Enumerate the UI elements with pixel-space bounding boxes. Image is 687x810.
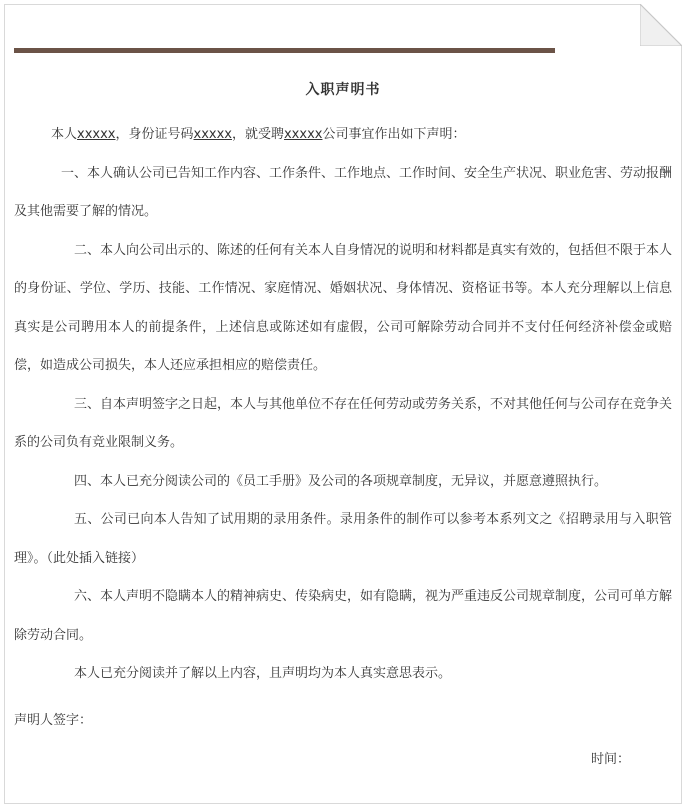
intro-text-1: ，身份证号码: [115, 127, 194, 142]
clause-4: 四、本人已充分阅读公司的《员工手册》及公司的各项规章制度，无异议，并愿意遵照执行。: [74, 473, 608, 489]
id-number-blank: xxxxx: [193, 127, 232, 142]
intro-prefix: 本人: [51, 127, 78, 142]
closing-statement: 本人已充分阅读并了解以上内容，且声明均为本人真实意思表示。: [74, 666, 452, 681]
date-label: 时间：: [591, 752, 631, 767]
document-body: [14, 116, 672, 694]
signature-label: 声明人签字：: [14, 713, 93, 728]
header-accent-bar: [14, 48, 555, 53]
company-blank: xxxxx: [283, 127, 323, 142]
name-blank: xxxxx: [77, 127, 116, 142]
clause-2: 二、本人向公司出示的、陈述的任何有关本人自身情况的说明和材料都是真实有效的，包括但不限于本人的身份证、学位、学历、技能、工作情况、家庭情况、婚姻状况、身体情况、资格证书等。本人充分理解以上信息真实是公司聘用本人的前提条件，上述信息或陈述如有虚假，公司可解除劳动合同并不支付任何经济补偿金或赔偿，如造成公司损失，本人还应承担相应的赔偿责任。: [14, 242, 673, 373]
clause-1: 一、本人确认公司已告知工作内容、工作条件、工作地点、工作时间、安全生产状况、职业危害、劳动报酬及其他需要了解的情况。: [14, 165, 673, 219]
document-title: 入职声明书: [305, 82, 381, 98]
clause-5: 五、公司已向本人告知了试用期的录用条件。录用条件的制作可以参考本系列文之《招聘录用与入职管理》。（此处插入链接）: [14, 512, 672, 566]
intro-suffix: 公司事宜作出如下声明：: [322, 127, 466, 142]
clause-3: 三、自本声明签字之日起，本人与其他单位不存在任何劳动或劳务关系，不对其他任何与公司存在竞争关系的公司负有竞业限制义务。: [14, 396, 673, 450]
document-page: [4, 4, 682, 804]
clause-6: 六、本人声明不隐瞒本人的精神病史、传染病史，如有隐瞒，视为严重违反公司规章制度，公司可单方解除劳动合同。: [14, 589, 673, 643]
intro-text-2: ，就受聘: [231, 127, 284, 142]
intro-paragraph: [14, 116, 672, 155]
page-fold-corner-icon: [640, 4, 682, 46]
